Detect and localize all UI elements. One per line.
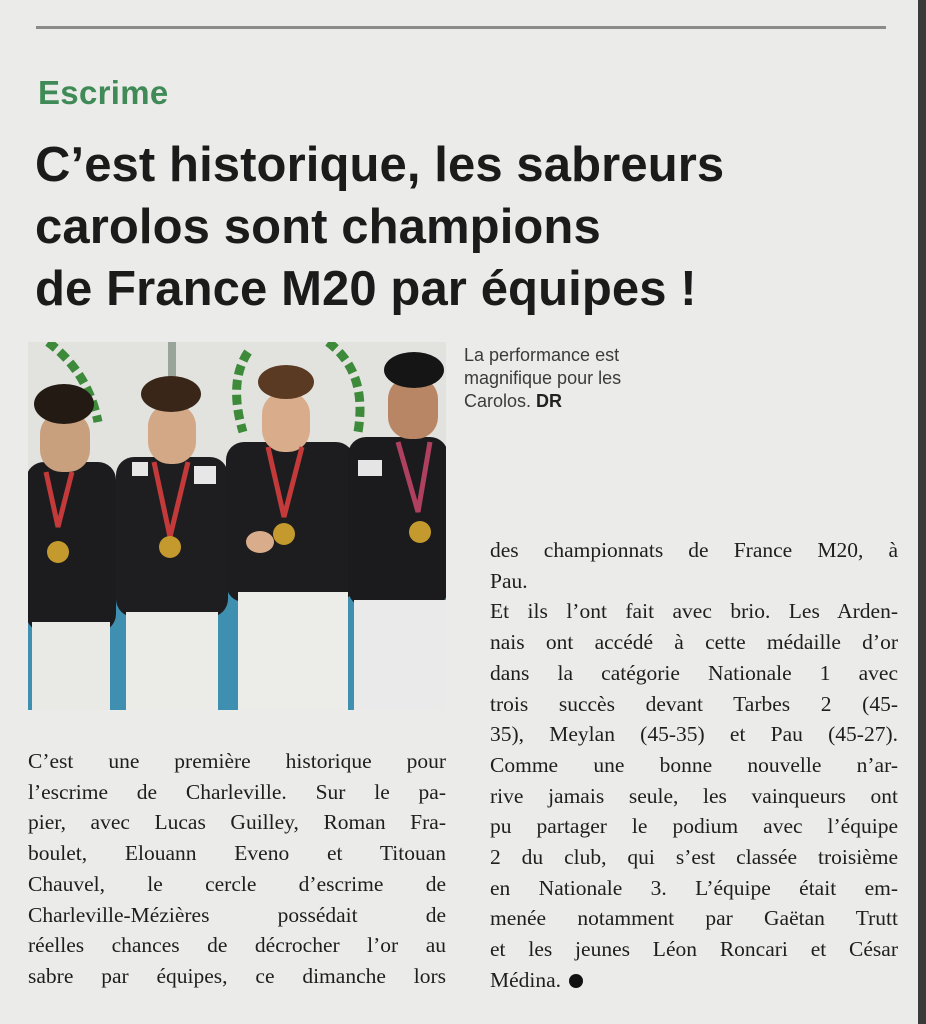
headline-line: carolos sont champions	[35, 200, 601, 254]
article-column-2	[490, 535, 898, 996]
body-line: pier, avec Lucas Guilley, Roman Fra-	[28, 810, 446, 835]
body-line: boulet, Elouann Eveno et Titouan	[28, 841, 446, 866]
body-line: Comme une bonne nouvelle n’ar-	[490, 752, 898, 777]
body-line: menée notamment par Gaëtan Trutt	[490, 906, 898, 931]
body-line-final	[490, 965, 898, 996]
body-line: C’est une première historique pour	[28, 749, 446, 773]
caption-line: magnifique pour les	[464, 368, 622, 388]
headline-line: C’est historique, les sabreurs	[35, 138, 725, 192]
team-photo-image	[28, 342, 446, 710]
body-line: Et ils l’ont fait avec brio. Les Arden-	[490, 599, 898, 624]
body-line: trois succès devant Tarbes 2 (45-	[490, 691, 898, 716]
screen-edge	[918, 0, 926, 1024]
body-line: rive jamais seule, les vainqueurs ont	[490, 783, 898, 808]
headline-line: de France M20 par équipes !	[35, 262, 697, 316]
top-rule	[36, 26, 886, 29]
photo-caption	[464, 344, 684, 413]
body-line: en Nationale 3. L’équipe était em-	[490, 875, 898, 900]
body-line: des championnats de France M20, à	[490, 538, 898, 562]
body-line: 2 du club, qui s’est classée troisième	[490, 845, 898, 870]
end-mark-icon	[569, 974, 583, 988]
body-line-text: Médina.	[490, 967, 562, 992]
body-line: Charleville-Mézières possédait de	[28, 902, 446, 927]
body-line: réelles chances de décrocher l’or au	[28, 933, 446, 958]
body-line: pu partager le podium avec l’équipe	[490, 814, 898, 839]
body-line: Chauvel, le cercle d’escrime de	[28, 871, 446, 896]
body-line: l’escrime de Charleville. Sur le pa-	[28, 779, 446, 804]
photo-credit: DR	[536, 391, 563, 411]
headline	[35, 134, 885, 320]
body-line: sabre par équipes, ce dimanche lors	[28, 963, 446, 988]
body-line: dans la catégorie Nationale 1 avec	[490, 660, 898, 685]
body-line: 35), Meylan (45-35) et Pau (45-27).	[490, 722, 898, 747]
article-column-1	[28, 746, 446, 992]
caption-text: Carolos.	[464, 391, 537, 411]
body-line: nais ont accédé à cette médaille d’or	[490, 630, 898, 655]
body-line: Pau.	[490, 568, 528, 593]
body-line: et les jeunes Léon Roncari et César	[490, 937, 898, 962]
caption-line: La performance est	[464, 345, 620, 365]
caption-line-last	[464, 390, 684, 413]
team-photo	[28, 342, 446, 710]
section-kicker: Escrime	[38, 74, 169, 111]
